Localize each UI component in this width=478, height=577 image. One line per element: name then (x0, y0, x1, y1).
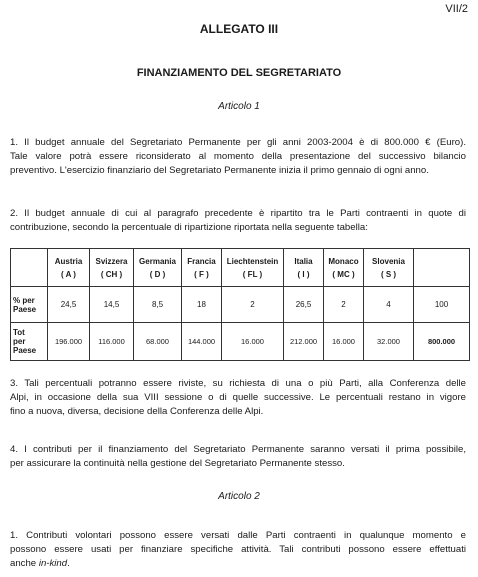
amount-cell: 116.000 (90, 323, 134, 361)
article-2-heading: Articolo 2 (218, 491, 260, 502)
percent-cell: 24,5 (48, 287, 90, 323)
percent-cell: 2 (222, 287, 284, 323)
paragraph-1-line: 1. Il budget annuale del Segretariato Permanente per gli anni 2003-2004 è di 800.000 € (Euro). (10, 137, 466, 148)
total-header-cell (414, 249, 470, 287)
contribution-table (10, 248, 470, 361)
percent-cell: 8,5 (134, 287, 182, 323)
percent-total-cell: 100 (414, 287, 470, 323)
annex-heading: ALLEGATO III (199, 22, 279, 36)
paragraph-4 (10, 443, 466, 471)
percent-cell: 4 (364, 287, 414, 323)
amount-cell: 32.000 (364, 323, 414, 361)
table-header-row (11, 249, 470, 287)
total-row-label: Tot per Paese (11, 323, 48, 361)
amount-cell: 212.000 (284, 323, 324, 361)
paragraph-2-line: 2. Il budget annuale di cui al paragrafo precedente è ripartito tra le Parti contraenti in quote di (10, 208, 466, 219)
paragraph-3-line: fino a nuova, diversa, decisione della Conferenza delle Alpi. (10, 406, 264, 417)
paragraph-2 (10, 207, 466, 235)
country-header: Austria ( A ) (48, 249, 90, 287)
table-row (11, 287, 470, 323)
paragraph-3-line: Alpi, in occasione della sua VIII sessione o di quelle successive. Le percentuali restano in vigore (10, 392, 466, 403)
paragraph-1-line: Tale valore potrà essere riconsiderato al momento della presentazione del successivo bilancio (10, 151, 466, 162)
percent-cell: 26,5 (284, 287, 324, 323)
page-number: VII/2 (445, 3, 468, 15)
country-header: Germania ( D ) (134, 249, 182, 287)
table-row (11, 323, 470, 361)
amount-cell: 196.000 (48, 323, 90, 361)
paragraph-4-line: 4. I contributi per il finanziamento del Segretariato Permanente saranno versati il prima possibile, (10, 444, 466, 455)
paragraph-3 (10, 377, 466, 419)
country-header: Francia ( F ) (182, 249, 222, 287)
amount-total-cell: 800.000 (414, 323, 470, 361)
percent-row-label: % per Paese (11, 287, 48, 323)
amount-cell: 144.000 (182, 323, 222, 361)
amount-cell: 16.000 (324, 323, 364, 361)
paragraph-1-line: preventivo. L'esercizio finanziario del Segretariato Permanente inizia il primo gennaio di ogni anno. (10, 165, 429, 176)
paragraph-1 (10, 136, 466, 178)
article-2-paragraph-line: anche in-kind. (10, 558, 70, 569)
article-2-paragraph-1 (10, 529, 466, 571)
amount-cell: 16.000 (222, 323, 284, 361)
percent-cell: 14,5 (90, 287, 134, 323)
paragraph-4-line: per assicurare la continuità nella gestione del Segretariato Permanente stesso. (10, 458, 345, 469)
percent-cell: 18 (182, 287, 222, 323)
percent-cell: 2 (324, 287, 364, 323)
paragraph-3-line: 3. Tali percentuali potranno essere riviste, su richiesta di una o più Parti, alla Conferenza delle (10, 378, 466, 389)
country-header: Liechtenstein ( FL ) (222, 249, 284, 287)
italic-term: in-kind (38, 558, 68, 569)
amount-cell: 68.000 (134, 323, 182, 361)
country-header: Italia ( I ) (284, 249, 324, 287)
article-2-paragraph-line: possono essere usati per finanziare specifiche attività. Tali contributi possono essere effettuati (10, 544, 466, 555)
article-1-heading: Articolo 1 (218, 101, 260, 112)
article-2-paragraph-line: 1. Contributi volontari possono essere versati dalle Parti contraenti in qualunque momento e (10, 530, 466, 541)
paragraph-2-line: contribuzione, secondo la percentuale di ripartizione riportata nella seguente tabella: (10, 222, 368, 233)
table-corner-cell (11, 249, 48, 287)
country-header: Monaco ( MC ) (324, 249, 364, 287)
country-header: Slovenia ( S ) (364, 249, 414, 287)
section-title: FINANZIAMENTO DEL SEGRETARIATO (136, 67, 342, 79)
country-header: Svizzera ( CH ) (90, 249, 134, 287)
